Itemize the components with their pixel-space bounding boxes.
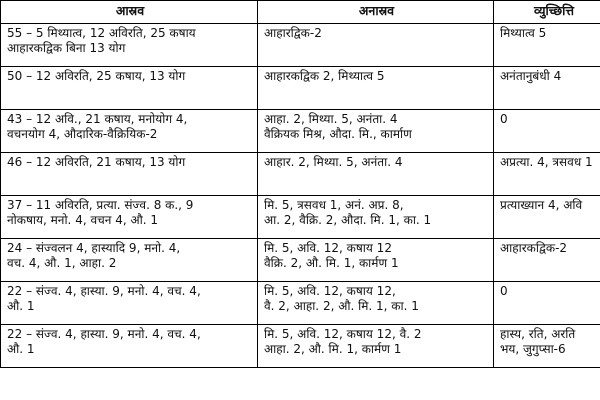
cell-text: हास्य, रति, अरति [500, 327, 576, 341]
cell-anasrav [258, 239, 494, 282]
cell-anasrav [258, 325, 494, 368]
cell-text: औ. 1 [7, 342, 35, 356]
cell-anasrav [258, 196, 494, 239]
cell-anasrav [258, 67, 494, 110]
cell-text: मि. 5, अवि. 12, कषाय 12, [264, 284, 396, 298]
header-anasrav: अनास्रव [258, 1, 494, 24]
cell-text: मि. 5, त्रसवध 1, अनं. अप्र. 8, [264, 198, 404, 212]
cell-vyuchchhitti [494, 153, 600, 196]
cell-text: वैक्रि. 2, औ. मि. 1, कार्मण 1 [264, 256, 399, 270]
cell-anasrav [258, 282, 494, 325]
cell-text: 55 – 5 मिथ्यात्व, 12 अविरति, 25 कषाय [7, 26, 196, 40]
table-row [1, 239, 600, 282]
table-row [1, 325, 600, 368]
cell-asrav [1, 67, 258, 110]
cell-text: वै. 2, आहा. 2, औ. मि. 1, का. 1 [264, 299, 419, 313]
cell-text: 22 – संज्व. 4, हास्या. 9, मनो. 4, वच. 4, [7, 284, 201, 298]
cell-asrav [1, 325, 258, 368]
table-row [1, 153, 600, 196]
header-asrav: आस्रव [1, 1, 258, 24]
cell-vyuchchhitti [494, 67, 600, 110]
cell-vyuchchhitti [494, 110, 600, 153]
cell-text: मि. 5, अवि. 12, कषाय 12, वै. 2 [264, 327, 422, 341]
cell-asrav [1, 153, 258, 196]
cell-vyuchchhitti [494, 196, 600, 239]
cell-anasrav [258, 153, 494, 196]
table-row [1, 67, 600, 110]
cell-anasrav [258, 24, 494, 67]
cell-vyuchchhitti [494, 282, 600, 325]
cell-text: अप्रत्या. 4, त्रसवध 1 [500, 155, 593, 169]
cell-text: अनंतानुबंधी 4 [500, 69, 562, 83]
table-row [1, 196, 600, 239]
cell-asrav [1, 239, 258, 282]
header-row [1, 1, 600, 24]
cell-text: मिथ्यात्व 5 [500, 26, 547, 40]
cell-text: मि. 5, अवि. 12, कषाय 12 [264, 241, 392, 255]
cell-text: 22 – संज्व. 4, हास्या. 9, मनो. 4, वच. 4, [7, 327, 201, 341]
cell-asrav [1, 110, 258, 153]
cell-text: 37 – 11 अविरति, प्रत्या. संज्व. 8 क., 9 [7, 198, 194, 212]
cell-text: 46 – 12 अविरति, 21 कषाय, 13 योग [7, 155, 186, 169]
table-row [1, 24, 600, 67]
cell-text: औ. 1 [7, 299, 35, 313]
cell-text: आहारकद्विक-2 [500, 241, 568, 255]
cell-text: नोकषाय, मनो. 4, वचन 4, औ. 1 [7, 213, 159, 227]
cell-text: 24 – संज्वलन 4, हास्यादि 9, मनो. 4, [7, 241, 181, 255]
cell-text: आहारकद्विक बिना 13 योग [7, 41, 126, 55]
cell-text: भय, जुगुप्सा-6 [500, 342, 566, 356]
cell-text: आहा. 2, औ. मि. 1, कार्मण 1 [264, 342, 402, 356]
cell-anasrav [258, 110, 494, 153]
cell-asrav [1, 196, 258, 239]
cell-text: आहारकद्विक 2, मिथ्यात्व 5 [264, 69, 385, 83]
header-vyuchchhitti: व्युच्छित्ति [494, 1, 600, 24]
cell-text: 0 [500, 112, 508, 126]
cell-text: 50 – 12 अविरति, 25 कषाय, 13 योग [7, 69, 186, 83]
cell-vyuchchhitti [494, 325, 600, 368]
cell-asrav [1, 282, 258, 325]
cell-text: वच. 4, औ. 1, आहा. 2 [7, 256, 117, 270]
table-row [1, 110, 600, 153]
cell-vyuchchhitti [494, 24, 600, 67]
cell-text: वैक्रियक मिश्र, औदा. मि., कार्माण [264, 127, 412, 141]
cell-vyuchchhitti [494, 239, 600, 282]
table-row [1, 282, 600, 325]
cell-text: आहा. 2, मिथ्या. 5, अनंता. 4 [264, 112, 398, 126]
cell-text: वचनयोग 4, औदारिक-वैक्रियिक-2 [7, 127, 158, 141]
cell-asrav [1, 24, 258, 67]
cell-text: आहार. 2, मिथ्या. 5, अनंता. 4 [264, 155, 403, 169]
cell-text: आ. 2, वैक्रि. 2, औदा. मि. 1, का. 1 [264, 213, 432, 227]
cell-text: 0 [500, 284, 508, 298]
cell-text: प्रत्याख्यान 4, अवि [500, 198, 583, 212]
cell-text: आहारद्विक-2 [264, 26, 322, 40]
cell-text: 43 – 12 अवि., 21 कषाय, मनोयोग 4, [7, 112, 188, 126]
